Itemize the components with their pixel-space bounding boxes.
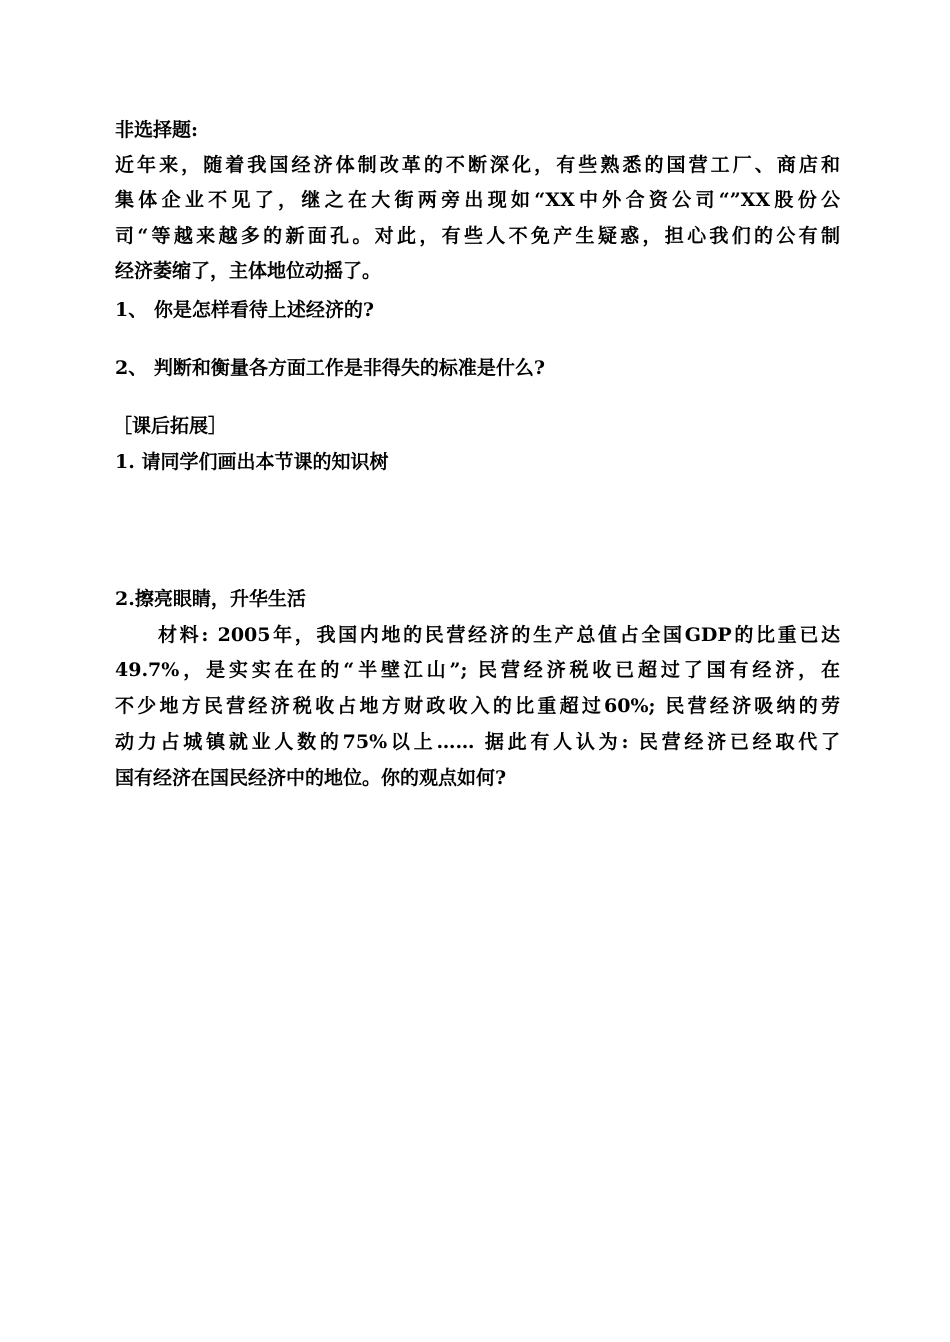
material-line-2: 49.7%，是实实在在的“半壁江山”; 民营经济税收已超过了国有经济，在	[115, 659, 840, 681]
passage-line-3: 司“等越来越多的新面孔。对此，有些人不免产生疑惑，担心我们的公有制	[115, 225, 840, 247]
passage-line-1: 近年来，随着我国经济体制改革的不断深化，有些熟悉的国营工厂、商店和	[115, 154, 840, 176]
question-2: 2、 判断和衡量各方面工作是非得失的标准是什么?	[115, 357, 545, 379]
material-line-5: 国有经济在国民经济中的地位。你的观点如何?	[115, 767, 507, 789]
section-title-extension: ［课后拓展］	[113, 415, 228, 437]
material-line-4: 动力占城镇就业人数的75%以上…… 据此有人认为: 民营经济已经取代了	[115, 731, 840, 753]
passage-line-2: 集体企业不见了，继之在大街两旁出现如“XX中外合资公司“”XX股份公	[115, 189, 840, 211]
material-line-1: 材料: 2005年，我国内地的民营经济的生产总值占全国GDP的比重已达	[158, 624, 840, 646]
heading-non-choice: 非选择题:	[115, 119, 199, 141]
extension-item-2: 2.擦亮眼睛，升华生活	[115, 588, 306, 610]
passage-line-4: 经济萎缩了，主体地位动摇了。	[115, 260, 382, 282]
question-1: 1、 你是怎样看待上述经济的?	[115, 299, 374, 321]
material-line-3: 不少地方民营经济税收占地方财政收入的比重超过60%; 民营经济吸纳的劳	[115, 695, 840, 717]
extension-item-1: 1. 请同学们画出本节课的知识树	[115, 451, 389, 473]
